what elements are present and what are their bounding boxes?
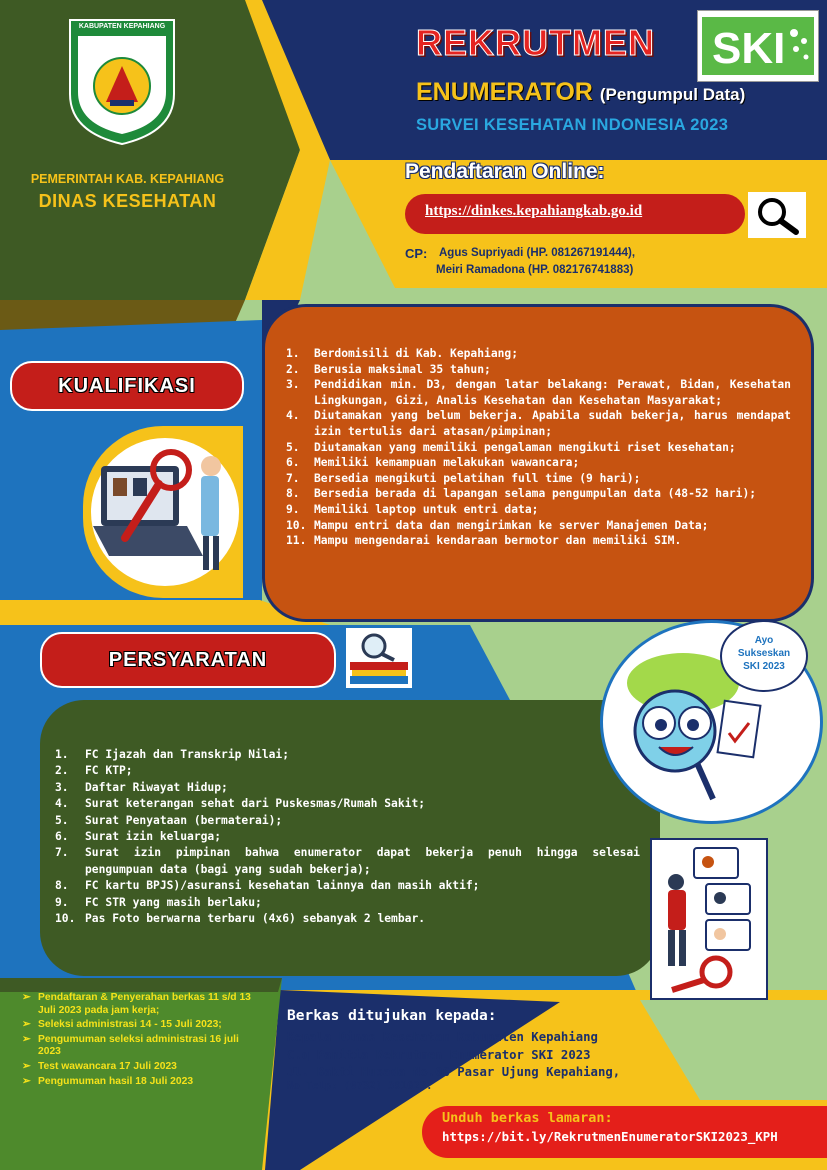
timeline-item [22, 1034, 262, 1059]
list-item [286, 486, 791, 502]
subtitle-note: (Pengumpul Data) [599, 85, 746, 104]
list-item-text: FC kartu BPJS)/asuransi kesehatan lainnya dan masih aktif; [85, 879, 480, 893]
list-item [286, 346, 791, 362]
list-item-number: 9. [55, 895, 69, 909]
kualifikasi-label: KUALIFIKASI [10, 361, 244, 411]
list-item [55, 796, 640, 812]
list-item [55, 878, 640, 894]
contact-person-1: Agus Supriyadi (HP. 081267191444), [439, 247, 636, 259]
ski-logo [697, 10, 819, 82]
list-item-text: Pendidikan min. D3, dengan latar belakang: Perawat, Bidan, Kesehatan Lingkungan, Gizi, Analis Kesehatan dan Kesehatan Masyarakat; [314, 378, 791, 407]
list-item [55, 747, 640, 763]
list-item-number: 2. [286, 362, 300, 376]
contact-label: CP: [405, 246, 428, 261]
timeline-item-text: Pendaftaran & Penyerahan berkas 11 s/d 13 Juli 2023 pada jam kerja; [38, 992, 251, 1016]
list-item-number: 2. [55, 764, 69, 778]
bubble-line-1: Ayo [754, 635, 774, 646]
list-item-text: Surat keterangan sehat dari Puskesmas/Rumah Sakit; [85, 797, 426, 811]
list-item-number: 1. [55, 748, 69, 761]
list-item-text: Bersedia berada di lapangan selama pengumpulan data (48-52 hari); [314, 487, 757, 501]
list-item-text: Surat Penyataan (bermaterai); [85, 813, 283, 827]
bubble-line-2: Sukseskan [737, 648, 791, 659]
submission-line-3: Jl. Bakti Husada No.06 Pasar Ujung Kepahiang, [287, 1065, 621, 1079]
org-department: DINAS KESEHATAN [38, 191, 217, 211]
list-item [55, 829, 640, 845]
list-item-number: 8. [55, 879, 69, 893]
list-item-text: Mampu entri data dan mengirimkan ke server Manajemen Data; [314, 518, 709, 532]
timeline-item-text: Pengumuman hasil 18 Juli 2023 [38, 1075, 194, 1087]
download-label: Unduh berkas lamaran: [442, 1110, 613, 1126]
list-item-text: Pas Foto berwarna terbaru (4x6) sebanyak 2 lembar. [85, 912, 426, 926]
list-item-number: 7. [286, 471, 300, 485]
search-icon [748, 192, 806, 238]
arrow-bullet-icon: ➢ [22, 1033, 31, 1045]
survey-name: SURVEI KESEHATAN INDONESIA 2023 [416, 116, 729, 134]
list-item-number: 8. [286, 487, 300, 501]
list-item-number: 11. [286, 534, 307, 548]
list-item-number: 5. [286, 440, 300, 454]
list-item [55, 911, 640, 927]
list-item-number: 9. [286, 502, 300, 516]
list-item-number: 4. [286, 409, 300, 423]
page-title: REKRUTMEN [416, 22, 655, 63]
list-item-text: Diutamakan yang memiliki pengalaman mengikuti riset kesehatan; [314, 440, 736, 454]
timeline-item [22, 1076, 262, 1089]
list-item [286, 455, 791, 471]
list-item [286, 362, 791, 378]
timeline-item [22, 1061, 262, 1074]
persyaratan-label: PERSYARATAN [40, 632, 336, 688]
list-item [55, 845, 640, 878]
arrow-bullet-icon: ➢ [22, 1019, 31, 1031]
timeline-item [22, 992, 262, 1017]
arrow-bullet-icon: ➢ [22, 1060, 31, 1072]
arrow-bullet-icon: ➢ [22, 1075, 31, 1087]
recruitment-illustration [650, 838, 768, 1000]
list-item-number: 6. [55, 830, 69, 844]
kepahiang-logo [66, 14, 178, 146]
list-item [55, 763, 640, 779]
list-item-text: Memiliki laptop untuk entri data; [314, 502, 539, 516]
laptop-search-illustration [83, 426, 243, 598]
timeline-item-text: Test wawancara 17 Juli 2023 [38, 1060, 177, 1072]
org-name: PEMERINTAH KAB. KEPAHIANG [30, 172, 225, 186]
timeline-item-text: Seleksi administrasi 14 - 15 Juli 2023; [38, 1019, 222, 1031]
subtitle-main: ENUMERATOR [416, 78, 593, 106]
list-item-text: Surat izin keluarga; [85, 830, 222, 844]
list-item-number: 6. [286, 456, 300, 470]
list-item-text: FC Ijazah dan Transkrip Nilai; [85, 748, 290, 761]
list-item-number: 10. [55, 912, 76, 926]
registration-title: Pendaftaran Online: [405, 160, 605, 183]
arrow-bullet-icon: ➢ [22, 992, 31, 1003]
list-item [55, 895, 640, 911]
list-item [286, 377, 791, 408]
mascot-speech-bubble [720, 620, 808, 692]
list-item-number: 5. [55, 813, 69, 827]
list-item [55, 780, 640, 796]
list-item-text: Daftar Riwayat Hidup; [85, 780, 228, 794]
download-link[interactable]: https://bit.ly/RekrutmenEnumeratorSKI2023_KPH [442, 1129, 778, 1144]
list-item-text: Mampu mengendarai kendaraan bermotor dan memiliki SIM. [314, 534, 682, 548]
list-item [55, 813, 640, 829]
list-item-number: 10. [286, 518, 307, 532]
svg-text:SKI: SKI [712, 24, 786, 73]
list-item-text: Memiliki kemampuan melakukan wawancara; [314, 456, 580, 470]
list-item-text: Surat izin pimpinan bahwa enumerator dapat bekerja penuh hingga selesai pengumpuan data (bagi yang sudah bekerja); [85, 846, 640, 876]
list-item-number: 3. [55, 780, 69, 794]
list-item [286, 518, 791, 534]
submission-line-2: C.q Panitia Rekrutmen Enumerator SKI 2023 [287, 1048, 591, 1062]
submission-phone: No Telp: (0732) 391623. [287, 1080, 433, 1092]
list-item-number: 3. [286, 378, 300, 392]
contact-person-2: Meiri Ramadona (HP. 082176741883) [436, 264, 634, 276]
list-item-number: 7. [55, 846, 69, 860]
list-item-text: Bersedia mengikuti pelatihan full time (9 hari); [314, 471, 641, 485]
list-item-text: Berdomisili di Kab. Kepahiang; [314, 347, 519, 360]
list-item [286, 408, 791, 439]
timeline-item-text: Pengumuman seleksi administrasi 16 juli 2023 [38, 1033, 239, 1058]
timeline-list [22, 992, 262, 1090]
list-item-text: FC STR yang masih berlaku; [85, 895, 262, 909]
list-item [286, 533, 791, 549]
bubble-line-3: SKI 2023 [743, 661, 785, 672]
submission-line-1: Kepala Dinas Kesehatan Kabupaten Kepahiang [287, 1030, 598, 1044]
list-item-text: Diutamakan yang belum bekerja. Apabila sudah bekerja, harus mendapat izin tertulis dari atasan/pimpinan; [314, 409, 791, 438]
list-item [286, 440, 791, 456]
logo-text: KABUPATEN KEPAHIANG [78, 23, 166, 30]
registration-url-link[interactable]: https://dinkes.kepahiangkab.go.id [425, 203, 643, 219]
list-item [286, 502, 791, 518]
list-item-number: 4. [55, 797, 69, 811]
list-item-text: FC KTP; [85, 764, 133, 778]
list-item-text: Berusia maksimal 35 tahun; [314, 362, 491, 376]
kualifikasi-list [286, 346, 791, 549]
list-item-number: 1. [286, 347, 300, 360]
timeline-item [22, 1019, 262, 1032]
page-subtitle [416, 78, 745, 107]
submission-title: Berkas ditujukan kepada: [287, 1008, 497, 1024]
persyaratan-list [55, 747, 640, 927]
book-magnifier-icon [346, 628, 412, 688]
list-item [286, 471, 791, 487]
